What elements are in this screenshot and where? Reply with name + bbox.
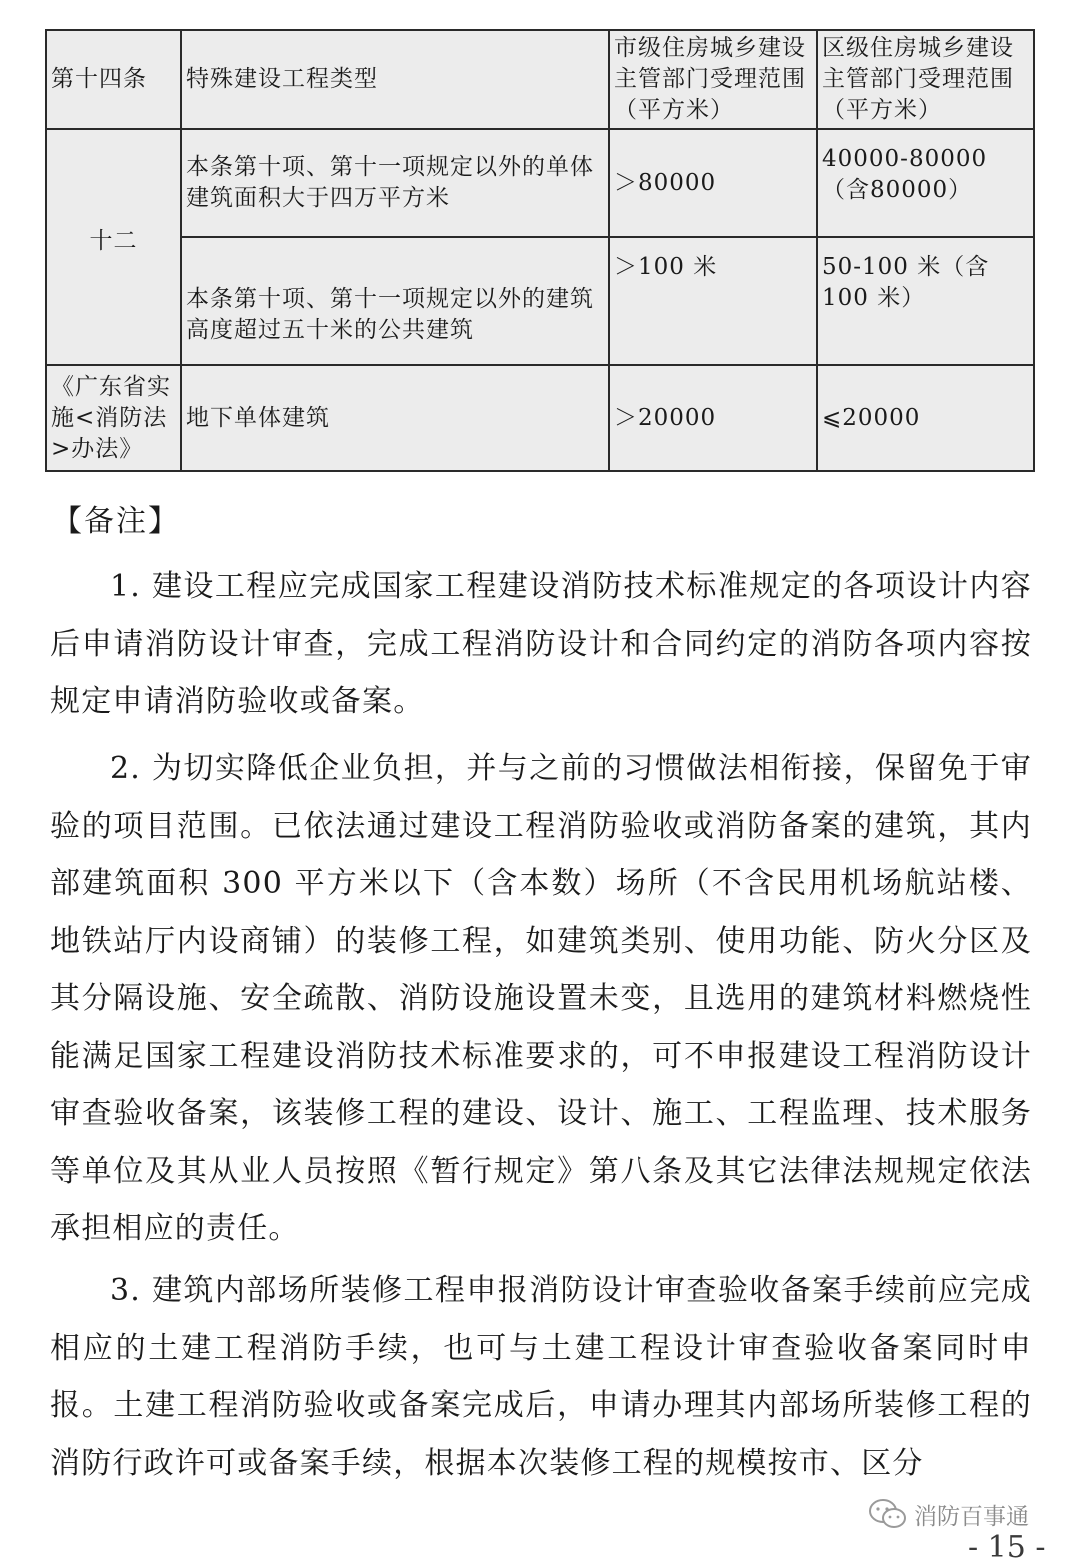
note-paragraph-1: 1. 建设工程应完成国家工程建设消防技术标准规定的各项设计内容后申请消防设计审查，完成工程消防设计和合同约定的消防各项内容按规定申请消防验收或备案。 bbox=[50, 569, 1032, 719]
header-article: 第十四条 bbox=[46, 30, 181, 129]
row-type: 本条第十项、第十一项规定以外的建筑高度超过五十米的公共建筑 bbox=[181, 237, 609, 365]
row-city-range: ＞100 米 bbox=[609, 237, 817, 365]
table-header-row bbox=[46, 30, 1034, 129]
row-type: 本条第十项、第十一项规定以外的单体建筑面积大于四万平方米 bbox=[181, 129, 609, 237]
note-paragraph-3: 3. 建筑内部场所装修工程申报消防设计审查验收备案手续前应完成相应的土建工程消防手续，也可与土建工程设计审查验收备案同时申报。土建工程消防验收或备案完成后，申请办理其内部场所装修工程的消防行政许可或备案手续，根据本次装修工程的规模按市、区分 bbox=[50, 1273, 1032, 1481]
table-row bbox=[46, 129, 1034, 237]
range-table bbox=[45, 29, 1035, 472]
table-row bbox=[46, 365, 1034, 471]
header-type: 特殊建设工程类型 bbox=[181, 30, 609, 129]
page-number: - 15 - bbox=[968, 1530, 1046, 1565]
row-article: 《广东省实施<消防法>办法》 bbox=[46, 365, 181, 471]
watermark bbox=[868, 1497, 1029, 1531]
note-paragraph-2: 2. 为切实降低企业负担，并与之前的习惯做法相衔接，保留免于审验的项目范围。已依法通过建设工程消防验收或消防备案的建筑，其内部建筑面积 300 平方米以下（含本数）场所（不含民用机场航站楼、地铁站厅内设商铺）的装修工程，如建筑类别、使用功能、防火分区及其分隔设施、安全疏散、消防设施设置未变，且选用的建筑材料燃烧性能满足国家工程建设消防技术标准要求的，可不申报建设工程消防设计审查验收备案，该装修工程的建设、设计、施工、工程监理、技术服务等单位及其从业人员按照《暂行规定》第八条及其它法律法规规定依法承担相应的责任。 bbox=[50, 751, 1032, 1246]
notes-title: 【备注】 bbox=[52, 504, 180, 539]
row-district-range: ⩽20000 bbox=[817, 365, 1034, 471]
group-label: 十二 bbox=[46, 129, 181, 365]
header-city-range: 市级住房城乡建设主管部门受理范围（平方米） bbox=[609, 30, 817, 129]
row-district-range: 50-100 米（含 100 米） bbox=[817, 237, 1034, 365]
wechat-icon bbox=[868, 1497, 908, 1531]
row-city-range: ＞80000 bbox=[609, 129, 817, 237]
row-city-range: ＞20000 bbox=[609, 365, 817, 471]
header-district-range: 区级住房城乡建设主管部门受理范围（平方米） bbox=[817, 30, 1034, 129]
row-district-range: 40000-80000（含80000） bbox=[817, 129, 1034, 237]
table-row bbox=[46, 237, 1034, 365]
row-type: 地下单体建筑 bbox=[181, 365, 609, 471]
watermark-text: 消防百事通 bbox=[914, 1503, 1029, 1530]
